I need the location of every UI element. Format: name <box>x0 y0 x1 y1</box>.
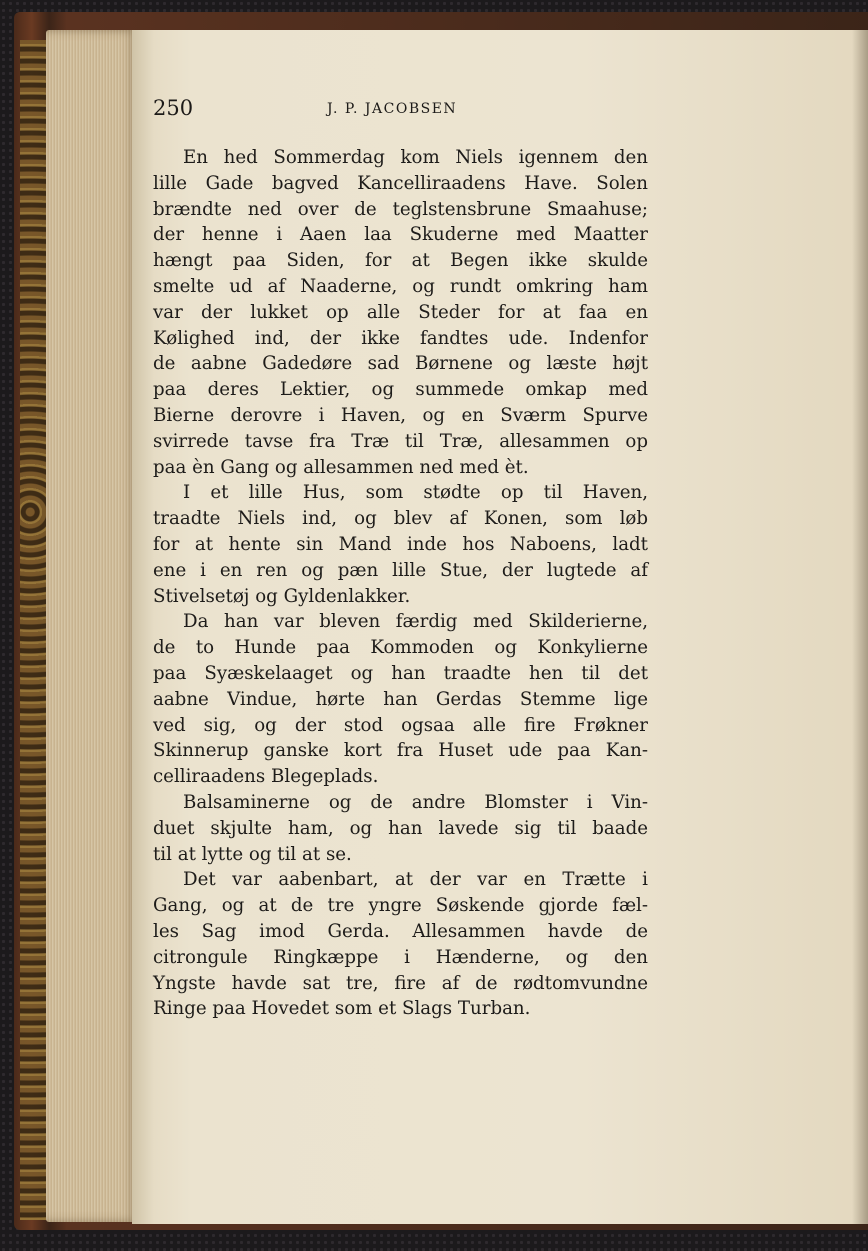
text-line: til at lytte og til at se. <box>153 843 352 865</box>
text-line: celliraadens Blegeplads. <box>153 766 379 788</box>
text-line: citrongule Ringkæppe i Hænderne, og den <box>153 946 648 968</box>
text-line: paa Syæskelaaget og han traadte hen til det <box>153 662 648 684</box>
text-line: var der lukket op alle Steder for at faa en <box>153 301 648 323</box>
text-line: ved sig, og der stod ogsaa alle fire Frøkner <box>153 714 648 736</box>
text-line: aabne Vindue, hørte han Gerdas Stemme lige <box>153 688 648 710</box>
paragraph <box>153 480 648 609</box>
paragraph <box>153 145 648 480</box>
text-line: der henne i Aaen laa Skuderne med Maatter <box>153 224 648 246</box>
page-edges <box>46 30 138 1222</box>
paragraph <box>153 609 648 790</box>
text-line: traadte Niels ind, og blev af Konen, som løb <box>153 508 648 530</box>
text-line: Da han var bleven færdig med Skilderierne, <box>183 611 648 633</box>
text-line: de to Hunde paa Kommoden og Konkylierne <box>153 637 648 659</box>
text-line: Skinnerup ganske kort fra Huset ude paa Kan- <box>153 740 648 762</box>
text-line: duet skjulte ham, og han lavede sig til baade <box>153 817 648 839</box>
text-line: brændte ned over de teglstensbrune Smaahuse; <box>153 198 648 220</box>
text-line: paa èn Gang og allesammen ned med èt. <box>153 456 529 478</box>
text-line: I et lille Hus, som stødte op til Haven, <box>183 482 648 504</box>
text-line: Ringe paa Hovedet som et Slags Turban. <box>153 998 531 1020</box>
text-line: Kølighed ind, der ikke fandtes ude. Indenfor <box>153 327 648 349</box>
text-line: smelte ud af Naaderne, og rundt omkring ham <box>153 275 648 297</box>
text-line: Yngste havde sat tre, fire af de rødtomvundne <box>153 972 648 994</box>
running-head: J. P. JACOBSEN <box>327 101 458 117</box>
text-line: les Sag imod Gerda. Allesammen havde de <box>153 920 648 942</box>
page-header <box>153 96 653 126</box>
text-line: Balsaminerne og de andre Blomster i Vin- <box>183 791 648 813</box>
text-line: de aabne Gadedøre sad Børnene og læste højt <box>153 353 648 375</box>
text-line: Det var aabenbart, at der var en Trætte i <box>183 869 648 891</box>
text-line: En hed Sommerdag kom Niels igennem den <box>183 147 648 168</box>
text-line: hængt paa Siden, for at Begen ikke skulde <box>153 250 648 272</box>
text-line: ene i en ren og pæn lille Stue, der lugtede af <box>153 559 648 581</box>
paragraph <box>153 790 648 867</box>
body-text <box>153 145 648 1022</box>
page-number: 250 <box>153 96 194 120</box>
text-line: Stivelsetøj og Gyldenlakker. <box>153 585 411 607</box>
paragraph <box>153 867 648 1022</box>
text-line: for at hente sin Mand inde hos Naboens, ladt <box>153 533 648 555</box>
text-line: svirrede tavse fra Træ til Træ, allesammen op <box>153 430 648 452</box>
text-line: Gang, og at de tre yngre Søskende gjorde fæl- <box>153 895 648 917</box>
spine-shadow <box>852 30 868 1224</box>
text-line: lille Gade bagved Kancelliraadens Have. Solen <box>153 172 648 194</box>
text-line: paa deres Lektier, og summede omkap med <box>153 379 648 401</box>
text-line: Bierne derovre i Haven, og en Sværm Spurve <box>153 404 648 426</box>
